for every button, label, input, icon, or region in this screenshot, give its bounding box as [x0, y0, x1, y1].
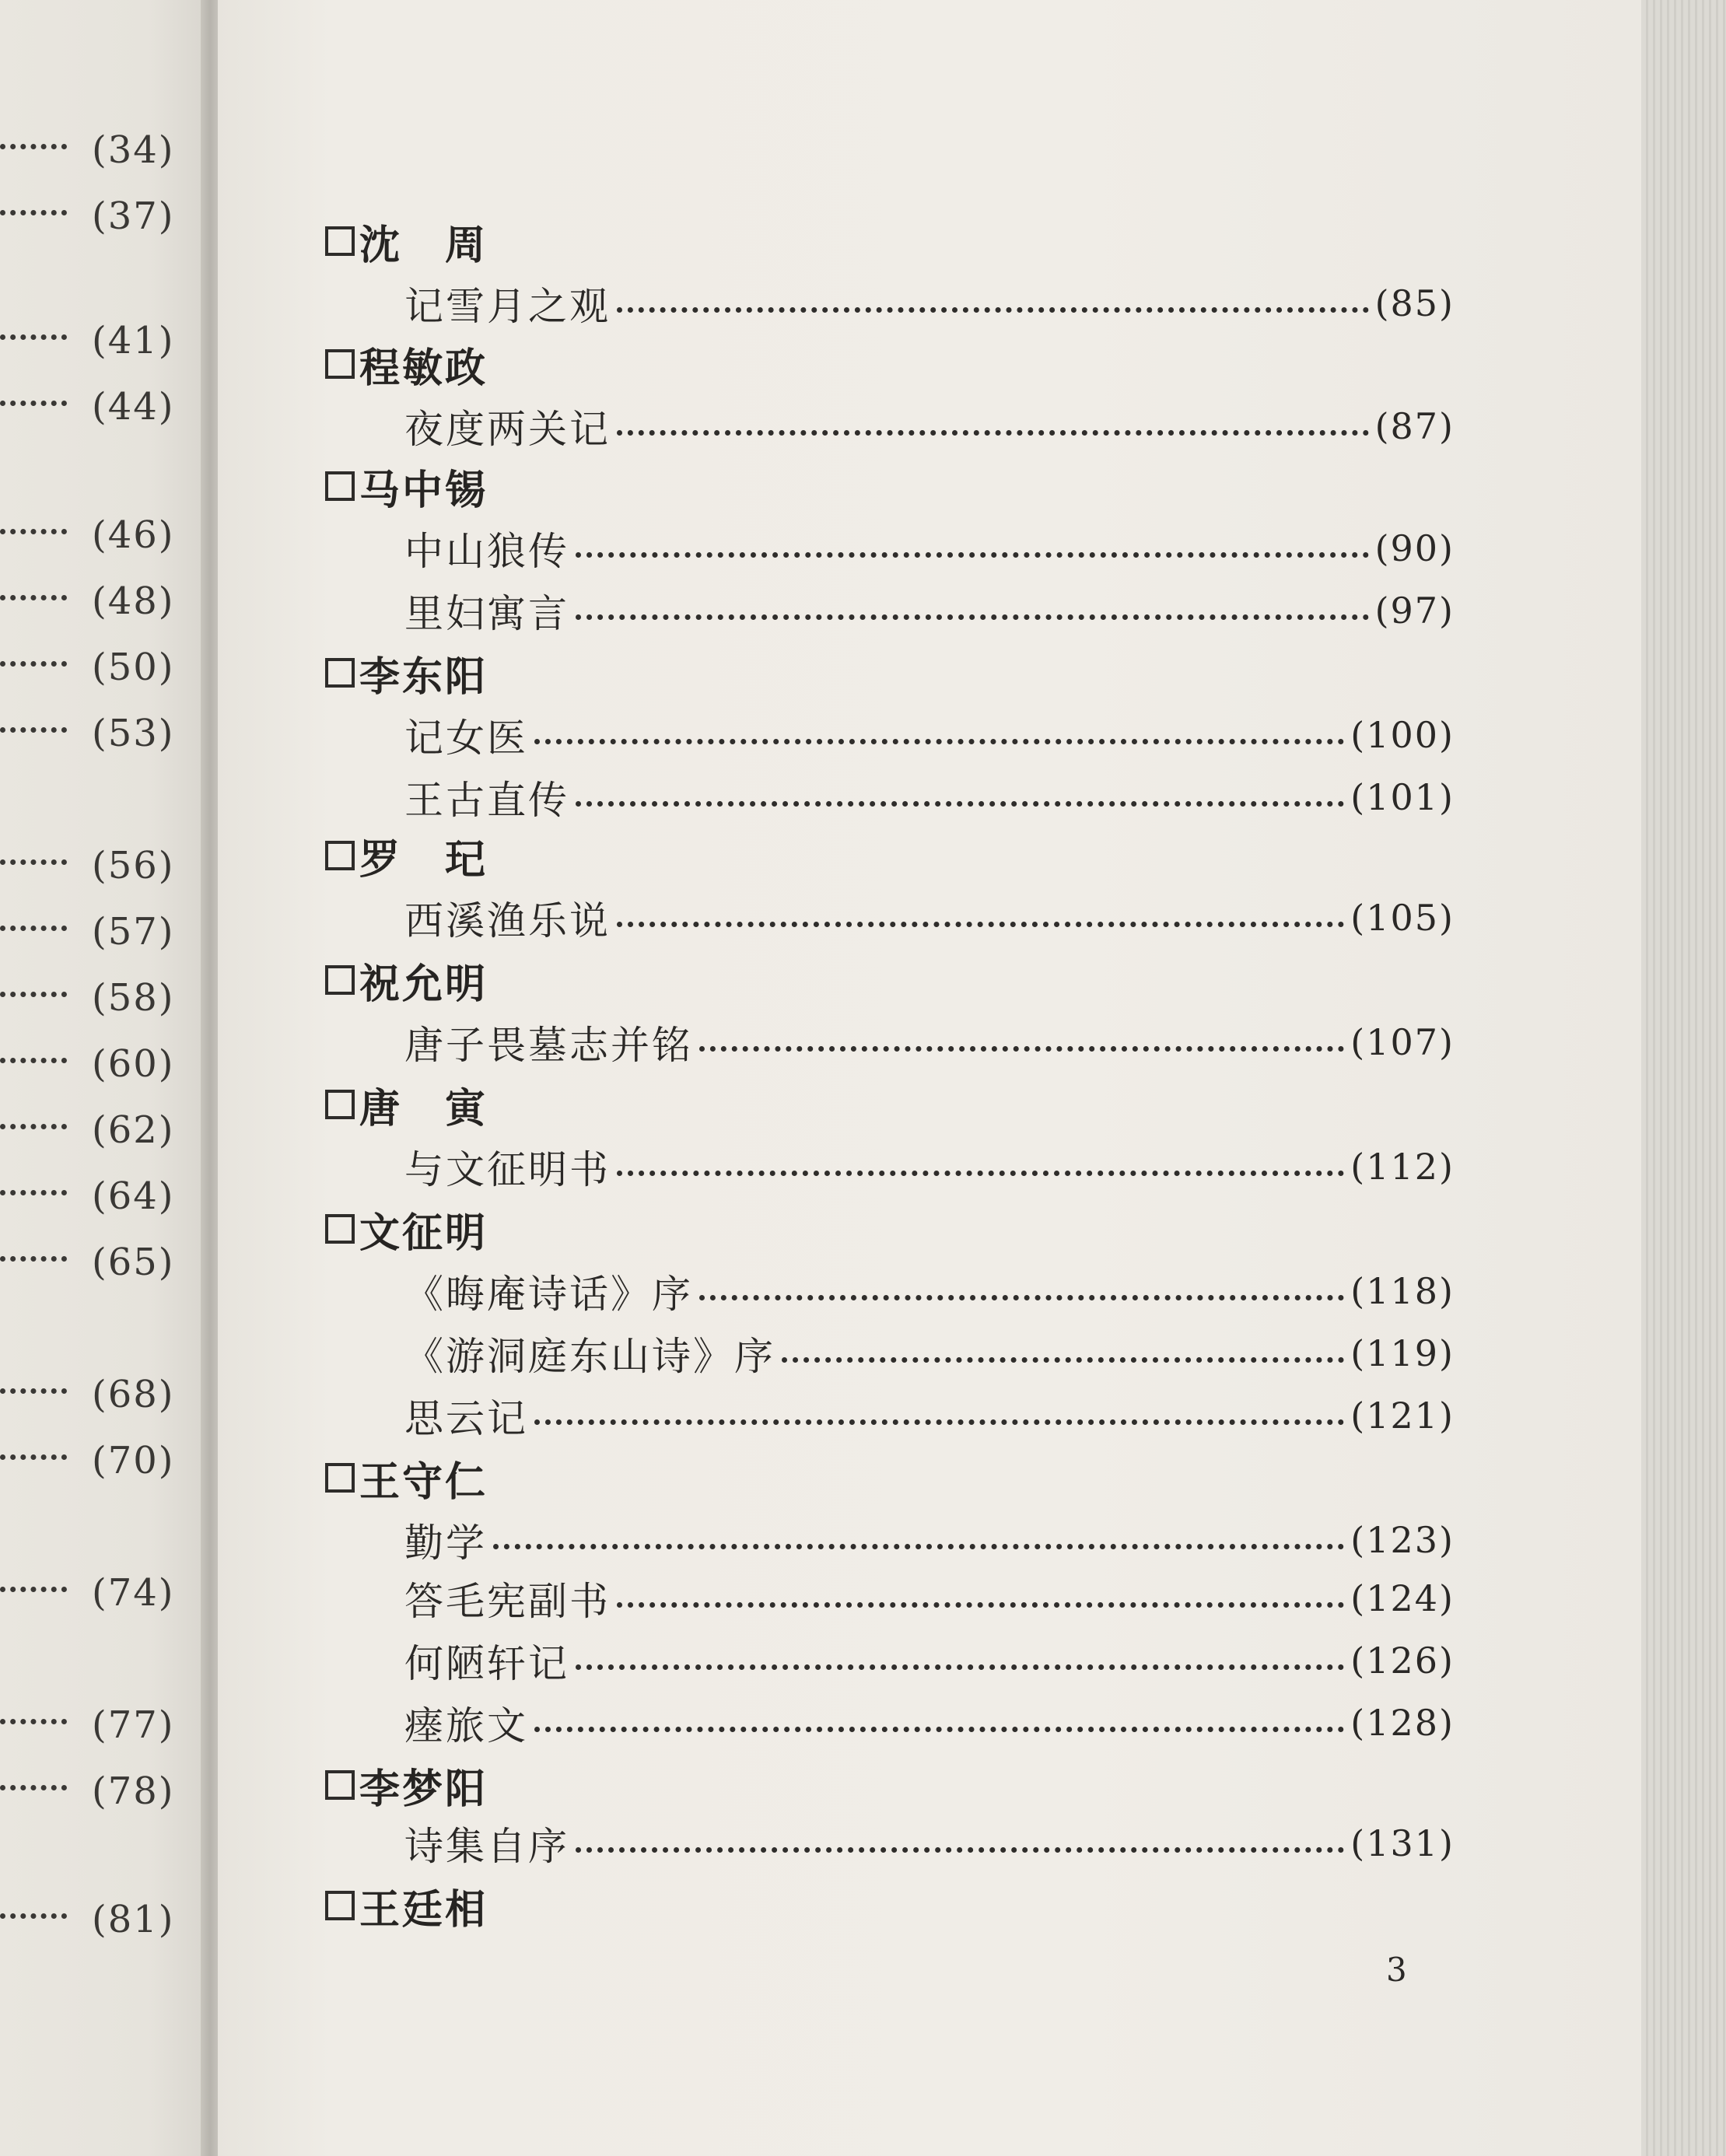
- left-page-number: (46): [92, 513, 175, 557]
- left-page-number: (74): [92, 1571, 175, 1615]
- entry-title: 答毛宪副书: [404, 1579, 611, 1624]
- dot-leader: [576, 614, 1369, 620]
- entry-title: 《游洞庭东山诗》序: [404, 1334, 775, 1379]
- page-number: 3: [1386, 1951, 1407, 1989]
- dot-leader: [0, 595, 67, 600]
- toc-entry: [404, 770, 1455, 824]
- square-bullet-icon: [325, 226, 355, 256]
- entry-page-number: (90): [1374, 527, 1455, 569]
- dot-leader: [534, 1727, 1344, 1732]
- entry-page-number: (97): [1374, 590, 1455, 632]
- author-heading: [325, 828, 488, 883]
- entry-title: 诗集自序: [404, 1824, 569, 1869]
- dot-leader: [576, 552, 1369, 558]
- square-bullet-icon: [325, 965, 355, 995]
- left-page-ref: [0, 1898, 212, 1941]
- left-page-ref: [0, 579, 212, 623]
- toc-entry: [404, 708, 1455, 762]
- left-page-number: (53): [92, 712, 175, 755]
- left-page-ref: [0, 128, 212, 172]
- author-name: 程敏政: [359, 345, 488, 392]
- author-heading: [325, 1077, 488, 1132]
- author-name: 王廷相: [359, 1886, 488, 1934]
- left-page-ref: [0, 1703, 212, 1747]
- author-heading: [325, 1758, 488, 1812]
- left-page-ref: [0, 385, 212, 429]
- left-page-number: (57): [92, 910, 175, 954]
- square-bullet-icon: [325, 1463, 355, 1493]
- entry-title: 瘗旅文: [404, 1703, 528, 1748]
- entry-title: 思云记: [404, 1396, 528, 1441]
- author-heading: [325, 214, 488, 268]
- toc-entry: [404, 1326, 1455, 1381]
- dot-leader: [0, 1124, 67, 1129]
- toc-entry: [404, 1571, 1455, 1626]
- dot-leader: [576, 801, 1344, 807]
- left-page-number: (56): [92, 844, 175, 887]
- author-name: 李东阳: [359, 653, 488, 701]
- toc-entry: [404, 276, 1455, 331]
- author-name: 罗 玘: [359, 836, 488, 884]
- left-page-number: (62): [92, 1108, 175, 1152]
- entry-page-number: (107): [1350, 1021, 1455, 1063]
- square-bullet-icon: [325, 841, 355, 870]
- author-heading: [325, 953, 488, 1007]
- dot-leader: [0, 1719, 67, 1724]
- entry-page-number: (101): [1350, 776, 1455, 818]
- entry-page-number: (100): [1350, 714, 1455, 756]
- dot-leader: [0, 1454, 67, 1460]
- entry-page-number: (118): [1350, 1270, 1455, 1312]
- author-heading: [325, 459, 488, 513]
- author-name: 沈 周: [359, 222, 488, 269]
- toc-entry: [404, 1816, 1455, 1871]
- square-bullet-icon: [325, 1214, 355, 1244]
- toc-entry: [404, 1015, 1455, 1069]
- dot-leader: [0, 1785, 67, 1790]
- entry-page-number: (105): [1350, 897, 1455, 939]
- entry-title: 记女医: [404, 716, 528, 761]
- dot-leader: [0, 529, 67, 534]
- dot-leader: [617, 1171, 1344, 1176]
- author-heading: [325, 1451, 488, 1505]
- entry-page-number: (131): [1350, 1822, 1455, 1864]
- page-edges: [1641, 0, 1726, 2156]
- dot-leader: [0, 334, 67, 340]
- left-page-ref: [0, 1042, 212, 1086]
- dot-leader: [534, 739, 1344, 744]
- left-page-number: (81): [92, 1898, 175, 1941]
- author-name: 李梦阳: [359, 1766, 488, 1813]
- left-page-number: (60): [92, 1042, 175, 1086]
- author-heading: [325, 646, 488, 700]
- square-bullet-icon: [325, 1770, 355, 1800]
- left-page-ref: [0, 1769, 212, 1813]
- left-page-ref: [0, 1241, 212, 1284]
- entry-page-number: (112): [1350, 1146, 1455, 1188]
- square-bullet-icon: [325, 658, 355, 688]
- left-page-ref: [0, 712, 212, 755]
- dot-leader: [0, 144, 67, 149]
- author-name: 王守仁: [359, 1458, 488, 1506]
- left-page-ref: [0, 319, 212, 362]
- previous-page: [0, 0, 212, 2156]
- entry-page-number: (121): [1350, 1395, 1455, 1437]
- left-page-ref: [0, 1373, 212, 1416]
- left-page-number: (68): [92, 1373, 175, 1416]
- square-bullet-icon: [325, 1891, 355, 1920]
- dot-leader: [617, 1602, 1344, 1608]
- left-page-ref: [0, 513, 212, 557]
- left-page-number: (77): [92, 1703, 175, 1747]
- entry-title: 夜度两关记: [404, 407, 611, 452]
- toc-entry: [404, 1696, 1455, 1750]
- dot-leader: [699, 1046, 1344, 1052]
- author-name: 唐 寅: [359, 1085, 488, 1132]
- dot-leader: [534, 1419, 1344, 1425]
- left-page-number: (58): [92, 976, 175, 1020]
- entry-page-number: (119): [1350, 1332, 1455, 1374]
- left-page-ref: [0, 1108, 212, 1152]
- toc-entry: [404, 1139, 1455, 1194]
- left-page-ref: [0, 910, 212, 954]
- dot-leader: [0, 1388, 67, 1394]
- left-page-ref: [0, 976, 212, 1020]
- entry-title: 里妇寓言: [404, 591, 569, 636]
- author-heading: [325, 1878, 488, 1933]
- dot-leader: [0, 859, 67, 865]
- entry-page-number: (85): [1374, 282, 1455, 324]
- author-name: 文征明: [359, 1209, 488, 1257]
- toc-entry: [404, 1633, 1455, 1688]
- square-bullet-icon: [325, 349, 355, 379]
- left-page-number: (48): [92, 579, 175, 623]
- dot-leader: [0, 926, 67, 931]
- entry-page-number: (128): [1350, 1702, 1455, 1744]
- left-page-number: (65): [92, 1241, 175, 1284]
- entry-title: 西溪渔乐说: [404, 898, 611, 943]
- left-page-ref: [0, 1571, 212, 1615]
- entry-page-number: (87): [1374, 405, 1455, 447]
- dot-leader: [0, 727, 67, 733]
- toc-entry: [404, 1513, 1455, 1567]
- dot-leader: [699, 1295, 1344, 1300]
- left-page-number: (64): [92, 1174, 175, 1218]
- author-name: 马中锡: [359, 467, 488, 514]
- square-bullet-icon: [325, 1090, 355, 1119]
- entry-title: 何陋轩记: [404, 1641, 569, 1686]
- dot-leader: [493, 1544, 1344, 1549]
- left-page-ref: [0, 1174, 212, 1218]
- author-name: 祝允明: [359, 961, 488, 1008]
- entry-page-number: (123): [1350, 1519, 1455, 1561]
- entry-title: 勤学: [404, 1521, 487, 1566]
- left-page-number: (50): [92, 646, 175, 689]
- dot-leader: [0, 1190, 67, 1195]
- dot-leader: [782, 1357, 1344, 1363]
- left-page-ref: [0, 844, 212, 887]
- toc-entry: [404, 891, 1455, 945]
- left-page-number: (44): [92, 385, 175, 429]
- dot-leader: [617, 307, 1369, 313]
- dot-leader: [617, 922, 1344, 927]
- dot-leader: [576, 1664, 1344, 1670]
- dot-leader: [0, 1256, 67, 1262]
- left-page-ref: [0, 1439, 212, 1482]
- left-page-number: (78): [92, 1769, 175, 1813]
- author-heading: [325, 1202, 488, 1256]
- left-page-number: (70): [92, 1439, 175, 1482]
- toc-entry: [404, 583, 1455, 638]
- toc-entry: [404, 399, 1455, 453]
- left-page-ref: [0, 194, 212, 238]
- entry-title: 唐子畏墓志并铭: [404, 1023, 693, 1068]
- entry-title: 与文征明书: [404, 1147, 611, 1192]
- dot-leader: [0, 1058, 67, 1063]
- toc-entry: [404, 521, 1455, 576]
- dot-leader: [0, 661, 67, 667]
- square-bullet-icon: [325, 471, 355, 501]
- left-page-number: (41): [92, 319, 175, 362]
- left-page-ref: [0, 646, 212, 689]
- left-page-number: (34): [92, 128, 175, 172]
- entry-page-number: (124): [1350, 1577, 1455, 1619]
- dot-leader: [617, 430, 1369, 436]
- dot-leader: [0, 1587, 67, 1592]
- dot-leader: [0, 401, 67, 406]
- entry-page-number: (126): [1350, 1640, 1455, 1682]
- dot-leader: [0, 1913, 67, 1919]
- left-page-number: (37): [92, 194, 175, 238]
- author-heading: [325, 337, 488, 391]
- entry-title: 记雪月之观: [404, 284, 611, 329]
- entry-title: 王古直传: [404, 778, 569, 823]
- entry-title: 《晦庵诗话》序: [404, 1272, 693, 1317]
- toc-entry: [404, 1388, 1455, 1443]
- dot-leader: [576, 1847, 1344, 1853]
- dot-leader: [0, 210, 67, 215]
- toc-entry: [404, 1264, 1455, 1318]
- entry-title: 中山狼传: [404, 529, 569, 574]
- dot-leader: [0, 992, 67, 997]
